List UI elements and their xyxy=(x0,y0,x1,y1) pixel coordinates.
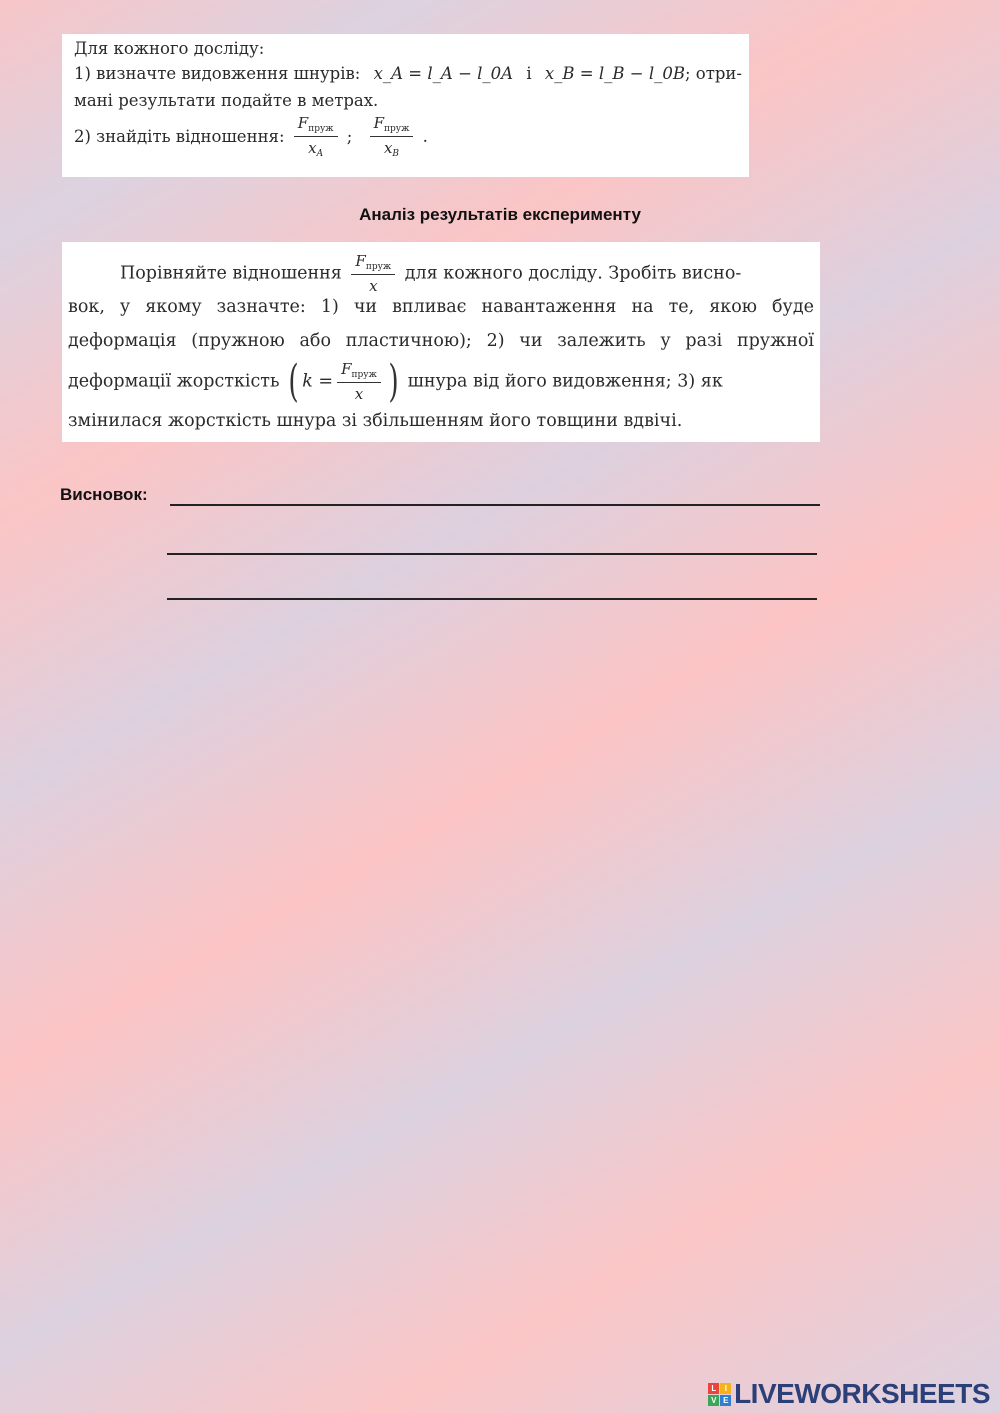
ratio-b: $\frac{F_{пруж}}{x_B}$ xyxy=(370,114,414,159)
logo-text: LIVEWORKSHEETS xyxy=(734,1378,990,1409)
logo-mark-icon: L I V E xyxy=(708,1383,731,1406)
section-heading: Аналіз результатів експерименту xyxy=(359,205,641,224)
task-item-1-cont: мані результати подайте в метрах. xyxy=(74,91,379,110)
ratio-separator: ; xyxy=(346,127,353,146)
k-label: k = xyxy=(302,371,334,392)
analysis-instructions-box xyxy=(62,242,820,442)
analysis-fraction: $\frac{F_{пруж}}{x}$ xyxy=(351,252,395,295)
item1-tail: ; отри- xyxy=(685,64,743,83)
analysis-line-3: деформація (пружною або пластичною); 2) чи залежить у разі пружної xyxy=(68,331,814,351)
liveworksheets-logo xyxy=(708,1378,990,1410)
formula-xa: x_A = l_A − l_0A xyxy=(373,64,514,83)
answer-line-2[interactable] xyxy=(167,537,817,555)
ratio-a: $\frac{F_{пруж}}{x_A}$ xyxy=(294,114,338,159)
conclusion-label: Висновок: xyxy=(60,485,148,504)
analysis-line-4: деформації жорсткість ( k = $\frac{F_{пруж}}{x}$ ) шнура від його видовження; 3) як xyxy=(68,355,723,407)
analysis-line-1: Порівняйте відношення $\frac{F_{пруж}}{x}$ для кожного досліду. Зробіть висно- xyxy=(120,252,742,295)
stiffness-fraction: $\frac{F_{пруж}}{x}$ xyxy=(337,360,381,403)
item2-text: 2) знайдіть відношення: xyxy=(74,127,285,146)
formula-xb: x_B = l_B − l_0B xyxy=(544,64,685,83)
answer-line-1[interactable] xyxy=(170,488,820,506)
task-intro: Для кожного досліду: xyxy=(74,39,265,58)
analysis-line-5: змінилася жорсткість шнура зі збільшенням його товщини вдвічі. xyxy=(68,411,683,431)
task-instructions-box xyxy=(62,34,749,177)
analysis-line-2: вок, у якому зазначте: 1) чи впливає навантаження на те, якою буде xyxy=(68,297,814,317)
task-item-1 xyxy=(74,64,742,83)
item1-text: 1) визначте видовження шнурів: xyxy=(74,64,361,83)
and-word: і xyxy=(526,64,532,83)
answer-line-3[interactable] xyxy=(167,582,817,600)
ratio-end: . xyxy=(422,127,428,146)
task-item-2 xyxy=(74,114,428,159)
